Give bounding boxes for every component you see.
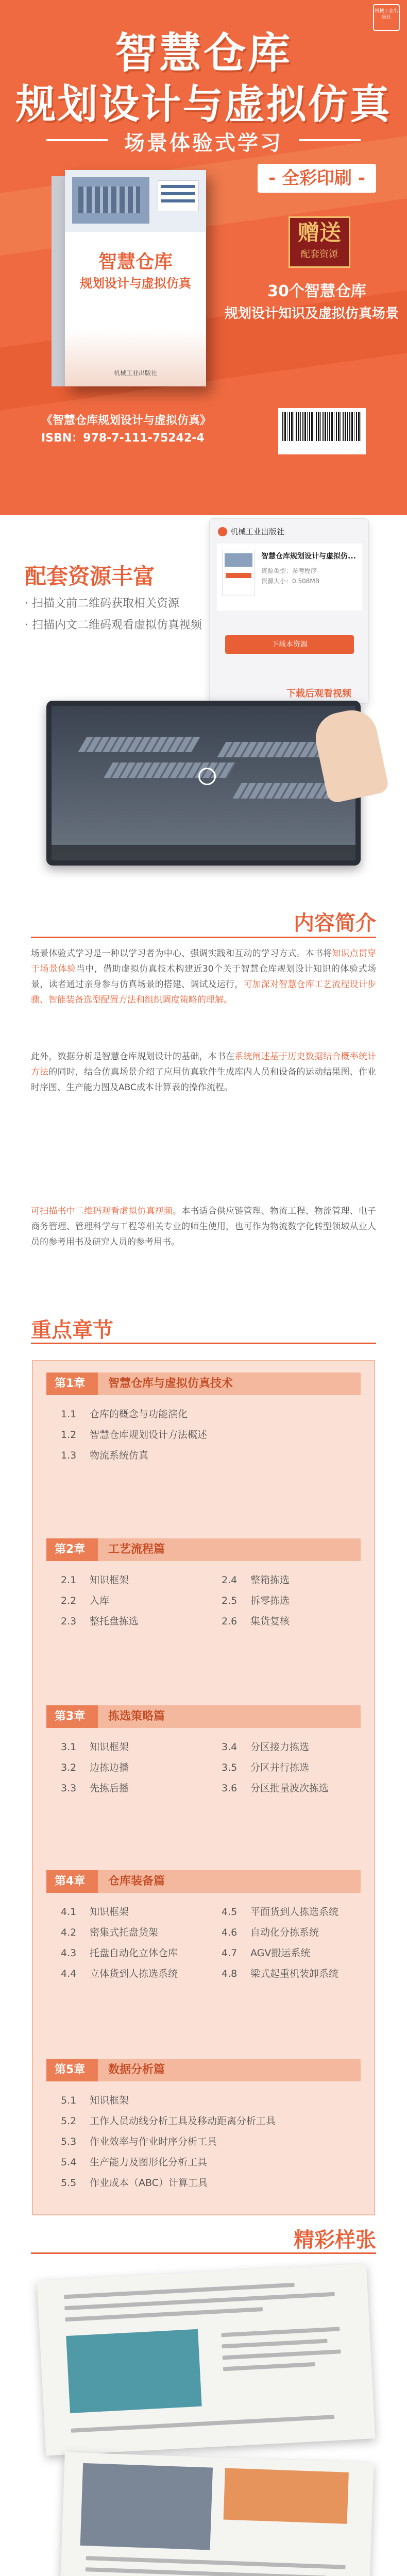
toc-item: 4.7 AGV搬运系统 bbox=[222, 1947, 311, 1959]
toc-item: 4.6 自动化分拣系统 bbox=[222, 1927, 319, 1938]
toc-item: 5.3 作业效率与作业时序分析工具 bbox=[61, 2136, 217, 2147]
toc-item: 1.1 仓库的概念与功能演化 bbox=[61, 1409, 188, 1420]
chapter-heading: 第5章 数据分析篇 bbox=[46, 2059, 361, 2081]
video-controls[interactable] bbox=[52, 845, 355, 860]
toc-item: 4.2 密集式托盘货架 bbox=[61, 1927, 159, 1938]
section-divider bbox=[31, 937, 376, 938]
toc-item: 3.4 分区接力拣选 bbox=[222, 1741, 310, 1753]
phone-header: 机械工业出版社 bbox=[218, 526, 284, 537]
chapters-title: 重点章节 bbox=[31, 1318, 113, 1342]
toc-item: 2.3 整托盘拣选 bbox=[61, 1616, 139, 1627]
toc-item: 2.5 拆零拣选 bbox=[222, 1595, 290, 1606]
toc-item: 1.2 智慧仓库规划设计方法概述 bbox=[61, 1429, 208, 1440]
gift-stamp-big: 赠送 bbox=[297, 220, 341, 245]
play-icon[interactable] bbox=[198, 768, 216, 785]
toc-item: 5.1 知识框架 bbox=[61, 2095, 129, 2106]
toc-item: 5.4 生产能力及图形化分析工具 bbox=[61, 2157, 208, 2168]
toc-item: 3.2 边拣边播 bbox=[61, 1762, 129, 1773]
resource-size: 资源大小：0.508MB bbox=[261, 578, 319, 585]
resources-title: 配套资源丰富 bbox=[25, 564, 155, 589]
book-cover bbox=[65, 170, 206, 386]
toc-item: 3.1 知识框架 bbox=[61, 1741, 129, 1753]
download-button[interactable]: 下载本资源 bbox=[225, 635, 354, 654]
toc-item: 4.1 知识框架 bbox=[61, 1906, 129, 1918]
toc-item: 3.6 分区批量波次拣选 bbox=[222, 1783, 329, 1794]
cover-tag bbox=[158, 180, 199, 211]
intro-title: 内容简介 bbox=[294, 911, 376, 935]
toc-item: 2.1 知识框架 bbox=[61, 1574, 129, 1586]
samples-title: 精彩样张 bbox=[294, 2228, 376, 2252]
sample-figure bbox=[80, 2463, 213, 2550]
hero-title-line1: 智慧仓库 bbox=[114, 29, 292, 78]
toc-item: 4.3 托盘自动化立体仓库 bbox=[61, 1947, 178, 1959]
cover-title-sub: 规划设计与虚拟仿真 bbox=[80, 276, 191, 291]
book-title-text: 《智慧仓库规划设计与虚拟仿真》 bbox=[41, 414, 212, 427]
toc-item: 3.3 先拣后播 bbox=[61, 1783, 129, 1794]
hero-banner bbox=[0, 0, 407, 515]
full-color-badge: - 全彩印刷 - bbox=[258, 164, 376, 193]
shelf-rack bbox=[232, 783, 339, 799]
gift-stamp bbox=[289, 216, 350, 268]
download-hint: 下载后观看视频 bbox=[286, 688, 351, 699]
cover-title: 智慧仓库 bbox=[98, 251, 173, 273]
toc-item: 1.3 物流系统仿真 bbox=[61, 1450, 149, 1461]
intro-paragraph: 此外，数据分析是智慧仓库规划设计的基础，本书在系统阐述基于历史数据结合概率统计方法的同时，结合仿真场景介绍了应用仿真软件生成库内人员和设备的运动结果图、作业时序图、生产能力图及ABC成本计算表的操作流程。 bbox=[31, 1052, 377, 1093]
resource-item: · 扫描内文二维码观看虚拟仿真视频 bbox=[25, 619, 202, 632]
section-divider bbox=[31, 2252, 376, 2254]
toc-item: 2.2 入库 bbox=[61, 1595, 110, 1606]
sample-figure bbox=[66, 2329, 201, 2413]
section-divider bbox=[31, 1343, 376, 1344]
resource-card-title: 智慧仓库规划设计与虚拟仿... bbox=[261, 552, 356, 561]
toc-item: 5.5 作业成本（ABC）计算工具 bbox=[61, 2177, 208, 2189]
hero-subtitle: 场景体验式学习 bbox=[124, 131, 283, 155]
toc-item: 2.4 整箱拣选 bbox=[222, 1574, 290, 1586]
chapter-heading: 第2章 工艺流程篇 bbox=[46, 1538, 361, 1561]
isbn-text: ISBN：978-7-111-75242-4 bbox=[41, 432, 205, 445]
toc-item: 4.8 梁式起重机装卸系统 bbox=[222, 1968, 339, 1979]
toc-item: 3.5 分区并行拣选 bbox=[222, 1762, 310, 1773]
publisher-logo: 机械工业出版社 bbox=[373, 4, 400, 31]
book-info bbox=[41, 412, 211, 447]
gift-text-line2: 规划设计知识及虚拟仿真场景 bbox=[224, 306, 399, 321]
tablet-video-screenshot bbox=[46, 701, 361, 866]
barcode bbox=[278, 408, 366, 454]
barcode-bars bbox=[282, 412, 362, 441]
book-cover-image bbox=[52, 170, 206, 386]
gift-text-line1: 30个智慧仓库 bbox=[267, 282, 366, 300]
cover-publisher: 机械工业出版社 bbox=[113, 369, 157, 377]
resource-thumbnail bbox=[222, 550, 255, 596]
sample-figure bbox=[224, 2468, 349, 2524]
gift-stamp-small: 配套资源 bbox=[301, 249, 338, 260]
toc-item: 4.4 立体货到人拣选系统 bbox=[61, 1968, 178, 1979]
resource-type: 资源类型：参考程序 bbox=[261, 567, 317, 574]
toc-item: 4.5 平面货到人拣选系统 bbox=[222, 1906, 339, 1918]
sample-page-photo bbox=[37, 2263, 376, 2455]
chapter-heading: 第4章 仓库装备篇 bbox=[46, 1870, 361, 1893]
resource-card bbox=[217, 544, 362, 611]
simulation-video bbox=[52, 706, 355, 860]
intro-paragraph: 可扫描书中二维码观看虚拟仿真视频。本书适合供应链管理、物流工程、物流管理、电子商务管理、管理科学与工程等相关专业的师生使用，也可作为物流数字化转型领域从业人员的参考用书及研究人员的参考用书。 bbox=[31, 1206, 377, 1247]
shelf-rack bbox=[78, 737, 200, 752]
toc-item: 5.2 工作人员动线分析工具及移动距离分析工具 bbox=[61, 2115, 276, 2127]
shelf-rack bbox=[104, 762, 236, 778]
toc-item: 2.6 集货复核 bbox=[222, 1616, 290, 1627]
shelf-rack bbox=[217, 742, 329, 757]
cover-warehouse-image bbox=[72, 177, 149, 224]
intro-paragraph: 场景体验式学习是一种以学习者为中心、强调实践和互动的学习方式。本书将知识点贯穿于场景体验当中，借助虚拟仿真技术构建近30个关于智慧仓库规划设计知识的体验式场景，读者通过亲身参与仿真场景的搭建、调试及运行，可加深对智慧仓库工艺流程设计步骤、智能装备选型配置方法和组织调度策略的理解。 bbox=[31, 948, 377, 1005]
sample-page-photo bbox=[59, 2452, 374, 2576]
resource-item: · 扫描文前二维码获取相关资源 bbox=[25, 597, 179, 610]
phone-screenshot bbox=[209, 518, 369, 704]
chapter-heading: 第3章 拣选策略篇 bbox=[46, 1705, 361, 1728]
chapter-heading: 第1章 智慧仓库与虚拟仿真技术 bbox=[46, 1372, 361, 1395]
hero-title-line2: 规划设计与虚拟仿真 bbox=[15, 81, 392, 128]
publisher-logo-icon bbox=[218, 527, 227, 536]
subtitle-divider bbox=[299, 139, 361, 141]
